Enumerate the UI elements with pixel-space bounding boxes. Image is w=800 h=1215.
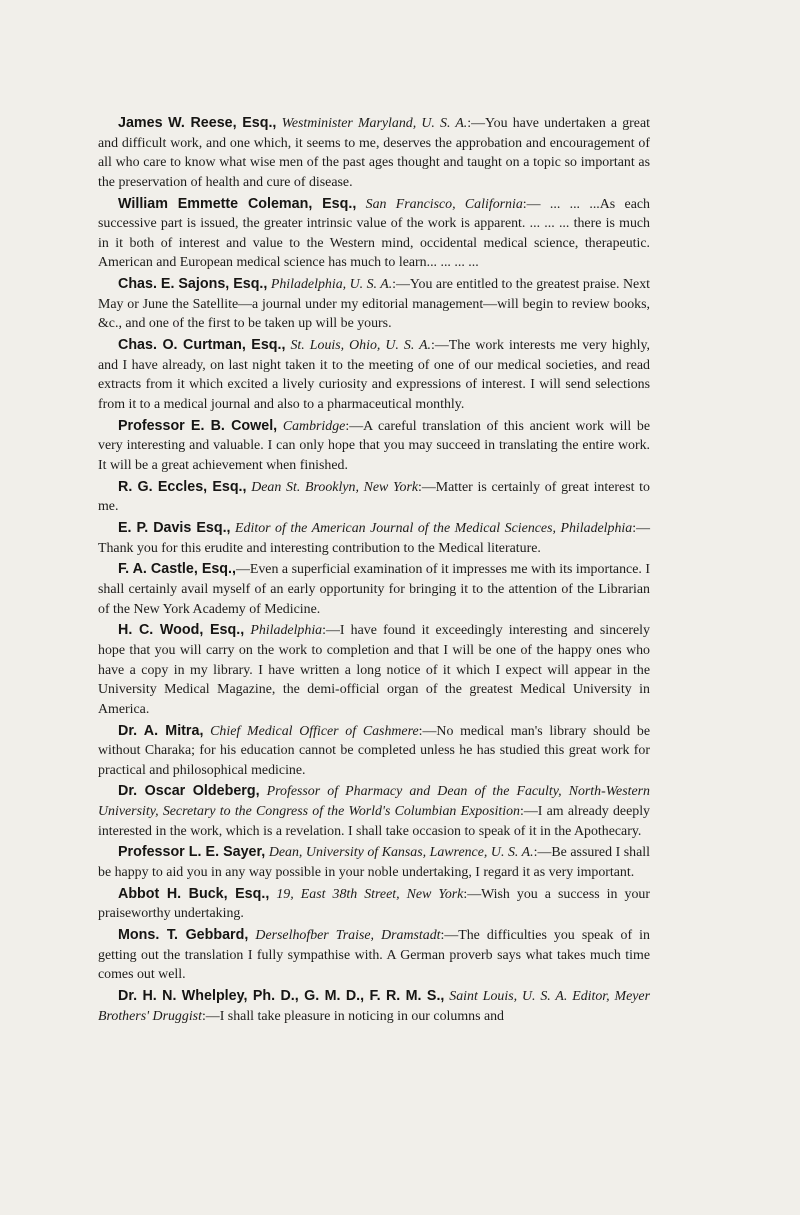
- testimonial-oldeberg: [98, 782, 650, 841]
- testimonial-author: Professor L. E. Sayer,: [118, 844, 266, 861]
- testimonial-text: —Even a superficial examination of it impresses me with its importance. I shall certainly avail myself of an early opportunity for bringing it to the attention of the Librarian of the New York Academy of Medicine.: [98, 562, 650, 617]
- testimonial-author: Abbot H. Buck, Esq.,: [118, 885, 270, 902]
- testimonial-author: Chas. E. Sajons, Esq.,: [118, 276, 268, 293]
- testimonial-text: :—Matter is certainly of great interest to me.: [98, 479, 650, 515]
- testimonial-affiliation: Saint Louis, U. S. A. Editor, Meyer Brothers' Druggist: [98, 989, 650, 1024]
- testimonial-text: :—Be assured I shall be happy to aid you in any way possible in your noble undertaking, I regard it as very important.: [98, 845, 650, 881]
- testimonial-castle: [98, 560, 650, 619]
- testimonial-text: :— ... ... ...As each successive part is issued, the greater intrinsic value of the work is apparent. ... ... ... there is much in it both of interest and value to the Western mind, occidental medical science, therapeutic. American and European medical science has much to learn... ... ... ...: [98, 196, 650, 271]
- testimonial-author: Mons. T. Gebbard,: [118, 927, 249, 944]
- testimonial-sajons: [98, 275, 650, 334]
- testimonial-text: :—No medical man's library should be without Charaka; for his education cannot be completed unless he has studied this great work for practical and philosophical medicine.: [98, 723, 650, 778]
- testimonial-davis: [98, 519, 650, 558]
- testimonial-author: Dr. Oscar Oldeberg,: [118, 783, 260, 800]
- testimonial-text: :—You are entitled to the greatest praise. Next May or June the Satellite—a journal under my editorial management—will begin to review books, &c., and one of the first to be taken up will be yours.: [98, 277, 651, 332]
- testimonial-author: Dr. A. Mitra,: [118, 722, 204, 739]
- testimonial-text: :—I am already deeply interested in the work, which is a revelation. I shall take occasion to speak of it in the Apothecary.: [98, 804, 651, 839]
- testimonial-author: F. A. Castle, Esq.,: [118, 561, 236, 578]
- testimonial-author: H. C. Wood, Esq.,: [118, 622, 245, 639]
- testimonial-author: Dr. H. N. Whelpley, Ph. D., G. M. D., F. R. M. S.,: [118, 988, 445, 1005]
- testimonial-reese: [98, 114, 650, 192]
- testimonial-text: :—I shall take pleasure in noticing in our columns and: [201, 1008, 505, 1024]
- testimonial-text: :—Wish you a success in your praiseworthy undertaking.: [98, 886, 650, 922]
- testimonial-affiliation: Dean St. Brooklyn, New York: [251, 479, 419, 495]
- testimonial-eccles: [98, 478, 650, 517]
- testimonial-text: :—The difficulties you speak of in getting out the translation I fully sympathise with. A German proverb says what takes much time comes out well.: [98, 928, 650, 983]
- testimonial-coleman: [98, 195, 650, 273]
- testimonial-affiliation: Dean, University of Kansas, Lawrence, U. S. A.: [268, 845, 534, 861]
- testimonial-curtman: [98, 336, 650, 414]
- testimonial-gebbard: [98, 926, 650, 985]
- testimonial-text: :—You have undertaken a great and difficult work, and one which, it seems to me, deserves the approbation and encouragement of all who care to know what wise men of the past ages thought and taught on a topic so important as the preservation of health and cure of disease.: [98, 116, 650, 190]
- testimonial-affiliation: St. Louis, Ohio, U. S. A.: [290, 338, 432, 354]
- testimonial-affiliation: Westminister Maryland, U. S. A.: [281, 116, 468, 131]
- testimonial-author: R. G. Eccles, Esq.,: [118, 478, 247, 495]
- testimonial-cowel: [98, 417, 650, 476]
- testimonial-affiliation: Derselhofber Traise, Dramstadt: [255, 928, 441, 944]
- testimonial-wood: [98, 621, 650, 719]
- testimonial-author: E. P. Davis Esq.,: [118, 520, 231, 536]
- testimonial-affiliation: Chief Medical Officer of Cashmere: [210, 723, 419, 739]
- testimonial-affiliation: San Francisco, California: [365, 196, 523, 212]
- testimonial-affiliation: 19, East 38th Street, New York: [276, 886, 464, 902]
- testimonial-affiliation: Philadelphia: [250, 623, 323, 639]
- testimonial-author: James W. Reese, Esq.,: [118, 115, 277, 131]
- testimonial-text: :—A careful translation of this ancient work will be very interesting and valuable. I can only hope that you may succeed in translating the entire work. It will be a great achievement when finished.: [98, 418, 650, 473]
- testimonial-affiliation: Professor of Pharmacy and Dean of the Faculty, North-Western University, Secretary to the Congress of the World's Columbian Exposition: [98, 784, 650, 820]
- testimonial-affiliation: Cambridge: [282, 418, 346, 434]
- testimonial-buck: [98, 885, 650, 924]
- testimonial-author: Professor E. B. Cowel,: [118, 417, 278, 434]
- testimonial-whelpley: [98, 987, 650, 1026]
- testimonial-affiliation: Editor of the American Journal of the Medical Sciences, Philadelphia: [235, 521, 633, 536]
- testimonial-author: Chas. O. Curtman, Esq.,: [118, 337, 286, 354]
- testimonial-text: :—The work interests me very highly, and I have already, on last night taken it to the meeting of one of our medical societies, and read extracts from it which excited a lively curiosity and expressions of interest. I will send selections from it to a medical journal and also to a pharmaceutical monthly.: [98, 338, 650, 412]
- testimonial-mitra: [98, 722, 650, 781]
- testimonial-author: William Emmette Coleman, Esq.,: [118, 195, 357, 212]
- testimonial-text: :—Thank you for this erudite and interesting contribution to the Medical literature.: [98, 521, 650, 556]
- testimonial-text: :—I have found it exceedingly interesting and sincerely hope that you will carry on the work to completion and that I will be one of the happy ones who have a copy in my library. I have written a long notice of it which I expect will appear in the University Medical Magazine, the demi-official organ of the greatest Medical University in America.: [98, 623, 650, 717]
- testimonial-sayer: [98, 843, 650, 882]
- testimonial-affiliation: Philadelphia, U. S. A.: [270, 277, 393, 293]
